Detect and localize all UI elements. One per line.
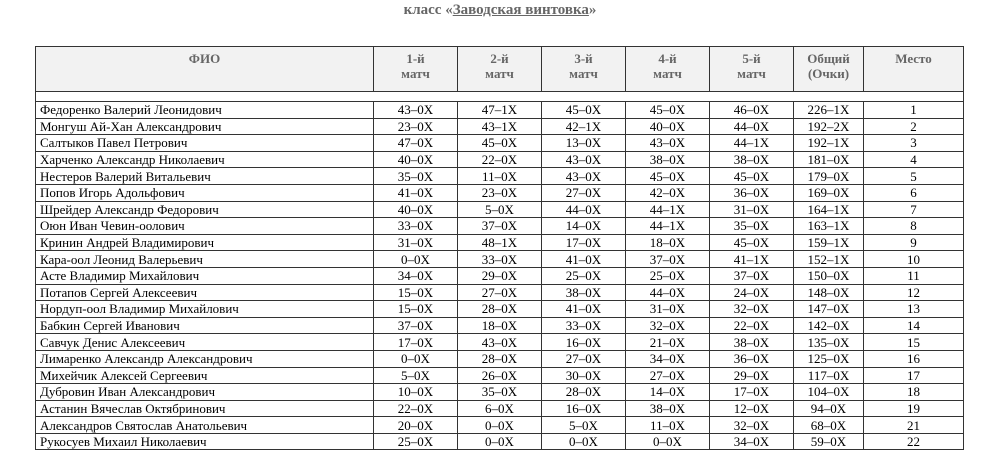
place: 10 (864, 251, 964, 268)
total-score: 192–2X (794, 118, 864, 135)
table-row (36, 301, 964, 318)
match-5-score: 45–0X (710, 168, 794, 185)
match-5-score: 38–0X (710, 334, 794, 351)
header-place: Место (864, 47, 964, 92)
match-5-score: 46–0X (710, 102, 794, 119)
match-5-score: 36–0X (710, 184, 794, 201)
match-5-score: 45–0X (710, 234, 794, 251)
match-3-score: 25–0X (542, 267, 626, 284)
match-5-score: 35–0X (710, 218, 794, 235)
total-score: 169–0X (794, 184, 864, 201)
place: 9 (864, 234, 964, 251)
match-4-score: 32–0X (626, 317, 710, 334)
match-4-score: 0–0X (626, 433, 710, 450)
match-5-score: 29–0X (710, 367, 794, 384)
match-2-score: 33–0X (458, 251, 542, 268)
table-row (36, 367, 964, 384)
match-5-score: 31–0X (710, 201, 794, 218)
total-score: 59–0X (794, 433, 864, 450)
participant-name: Нестеров Валерий Витальевич (36, 168, 374, 185)
place: 17 (864, 367, 964, 384)
match-1-score: 0–0X (374, 350, 458, 367)
match-1-score: 0–0X (374, 251, 458, 268)
participant-name: Бабкин Сергей Иванович (36, 317, 374, 334)
match-4-score: 25–0X (626, 267, 710, 284)
table-row (36, 284, 964, 301)
participant-name: Дубровин Иван Александрович (36, 384, 374, 401)
match-4-score: 14–0X (626, 384, 710, 401)
match-5-score: 34–0X (710, 433, 794, 450)
match-2-score: 23–0X (458, 184, 542, 201)
spacer-row (36, 92, 964, 102)
match-5-score: 12–0X (710, 400, 794, 417)
match-1-score: 40–0X (374, 151, 458, 168)
match-3-score: 43–0X (542, 168, 626, 185)
header-row (36, 47, 964, 92)
match-2-score: 22–0X (458, 151, 542, 168)
match-3-score: 17–0X (542, 234, 626, 251)
table-row (36, 118, 964, 135)
table-row (36, 168, 964, 185)
total-score: 135–0X (794, 334, 864, 351)
match-2-score: 27–0X (458, 284, 542, 301)
match-2-score: 43–0X (458, 334, 542, 351)
participant-name: Рукосуев Михаил Николаевич (36, 433, 374, 450)
place: 2 (864, 118, 964, 135)
results-table (35, 46, 964, 450)
header-fio: ФИО (36, 47, 374, 92)
table-row (36, 218, 964, 235)
table-row (36, 251, 964, 268)
match-3-score: 43–0X (542, 151, 626, 168)
match-3-score: 27–0X (542, 184, 626, 201)
title-suffix: » (588, 2, 597, 18)
table-row (36, 184, 964, 201)
participant-name: Михейчик Алексей Сергеевич (36, 367, 374, 384)
match-2-score: 0–0X (458, 417, 542, 434)
table-body (36, 92, 964, 450)
match-1-score: 17–0X (374, 334, 458, 351)
match-3-score: 0–0X (542, 433, 626, 450)
participant-name: Монгуш Ай-Хан Александрович (36, 118, 374, 135)
match-4-score: 42–0X (626, 184, 710, 201)
match-4-score: 44–1X (626, 201, 710, 218)
match-1-score: 35–0X (374, 168, 458, 185)
total-score: 179–0X (794, 168, 864, 185)
participant-name: Кара-оол Леонид Валерьевич (36, 251, 374, 268)
total-score: 226–1X (794, 102, 864, 119)
match-1-score: 25–0X (374, 433, 458, 450)
participant-name: Александров Святослав Анатольевич (36, 417, 374, 434)
match-2-score: 28–0X (458, 350, 542, 367)
match-1-score: 15–0X (374, 284, 458, 301)
place: 12 (864, 284, 964, 301)
match-3-score: 14–0X (542, 218, 626, 235)
header-match-4: 4-й матч (626, 47, 710, 92)
place: 21 (864, 417, 964, 434)
match-1-score: 15–0X (374, 301, 458, 318)
match-4-score: 38–0X (626, 151, 710, 168)
total-score: 152–1X (794, 251, 864, 268)
match-3-score: 38–0X (542, 284, 626, 301)
match-4-score: 44–1X (626, 218, 710, 235)
table-row (36, 201, 964, 218)
total-score: 163–1X (794, 218, 864, 235)
participant-name: Асте Владимир Михайлович (36, 267, 374, 284)
match-2-score: 48–1X (458, 234, 542, 251)
match-5-score: 32–0X (710, 301, 794, 318)
table-row (36, 350, 964, 367)
match-3-score: 44–0X (542, 201, 626, 218)
match-2-score: 0–0X (458, 433, 542, 450)
match-4-score: 21–0X (626, 334, 710, 351)
match-2-score: 43–1X (458, 118, 542, 135)
total-score: 164–1X (794, 201, 864, 218)
page-title (0, 2, 1000, 19)
match-3-score: 16–0X (542, 400, 626, 417)
match-3-score: 27–0X (542, 350, 626, 367)
match-2-score: 47–1X (458, 102, 542, 119)
place: 11 (864, 267, 964, 284)
total-score: 142–0X (794, 317, 864, 334)
match-1-score: 37–0X (374, 317, 458, 334)
match-1-score: 41–0X (374, 184, 458, 201)
match-1-score: 31–0X (374, 234, 458, 251)
table-row (36, 417, 964, 434)
match-1-score: 34–0X (374, 267, 458, 284)
match-3-score: 42–1X (542, 118, 626, 135)
match-4-score: 11–0X (626, 417, 710, 434)
total-score: 148–0X (794, 284, 864, 301)
match-5-score: 44–1X (710, 135, 794, 152)
participant-name: Савчук Денис Алексеевич (36, 334, 374, 351)
title-class-name: Заводская винтовка (452, 2, 589, 18)
match-3-score: 41–0X (542, 301, 626, 318)
place: 8 (864, 218, 964, 235)
total-score: 147–0X (794, 301, 864, 318)
place: 1 (864, 102, 964, 119)
match-1-score: 20–0X (374, 417, 458, 434)
match-5-score: 44–0X (710, 118, 794, 135)
participant-name: Лимаренко Александр Александрович (36, 350, 374, 367)
match-4-score: 45–0X (626, 102, 710, 119)
participant-name: Потапов Сергей Алексеевич (36, 284, 374, 301)
match-4-score: 45–0X (626, 168, 710, 185)
match-3-score: 30–0X (542, 367, 626, 384)
place: 5 (864, 168, 964, 185)
table-row (36, 317, 964, 334)
match-4-score: 31–0X (626, 301, 710, 318)
match-1-score: 40–0X (374, 201, 458, 218)
match-5-score: 41–1X (710, 251, 794, 268)
match-2-score: 6–0X (458, 400, 542, 417)
match-1-score: 33–0X (374, 218, 458, 235)
match-1-score: 23–0X (374, 118, 458, 135)
total-score: 125–0X (794, 350, 864, 367)
place: 22 (864, 433, 964, 450)
place: 6 (864, 184, 964, 201)
table-row (36, 234, 964, 251)
match-4-score: 40–0X (626, 118, 710, 135)
total-score: 104–0X (794, 384, 864, 401)
participant-name: Кринин Андрей Владимирович (36, 234, 374, 251)
match-1-score: 43–0X (374, 102, 458, 119)
match-4-score: 44–0X (626, 284, 710, 301)
table-row (36, 384, 964, 401)
table-row (36, 433, 964, 450)
place: 15 (864, 334, 964, 351)
table-row (36, 102, 964, 119)
participant-name: Харченко Александр Николаевич (36, 151, 374, 168)
match-1-score: 5–0X (374, 367, 458, 384)
participant-name: Салтыков Павел Петрович (36, 135, 374, 152)
match-2-score: 35–0X (458, 384, 542, 401)
participant-name: Оюн Иван Чевин-оолович (36, 218, 374, 235)
match-3-score: 5–0X (542, 417, 626, 434)
match-2-score: 11–0X (458, 168, 542, 185)
match-3-score: 41–0X (542, 251, 626, 268)
total-score: 159–1X (794, 234, 864, 251)
match-4-score: 43–0X (626, 135, 710, 152)
table-row (36, 151, 964, 168)
total-score: 94–0X (794, 400, 864, 417)
match-5-score: 37–0X (710, 267, 794, 284)
table-row (36, 267, 964, 284)
title-prefix: класс « (403, 2, 453, 18)
total-score: 68–0X (794, 417, 864, 434)
place: 13 (864, 301, 964, 318)
match-3-score: 28–0X (542, 384, 626, 401)
match-2-score: 28–0X (458, 301, 542, 318)
participant-name: Федоренко Валерий Леонидович (36, 102, 374, 119)
total-score: 181–0X (794, 151, 864, 168)
match-2-score: 29–0X (458, 267, 542, 284)
match-3-score: 13–0X (542, 135, 626, 152)
place: 19 (864, 400, 964, 417)
match-1-score: 22–0X (374, 400, 458, 417)
match-4-score: 34–0X (626, 350, 710, 367)
match-5-score: 32–0X (710, 417, 794, 434)
place: 7 (864, 201, 964, 218)
match-3-score: 16–0X (542, 334, 626, 351)
match-5-score: 22–0X (710, 317, 794, 334)
header-match-3: 3-й матч (542, 47, 626, 92)
total-score: 117–0X (794, 367, 864, 384)
match-1-score: 47–0X (374, 135, 458, 152)
table-row (36, 400, 964, 417)
total-score: 150–0X (794, 267, 864, 284)
match-3-score: 45–0X (542, 102, 626, 119)
match-4-score: 18–0X (626, 234, 710, 251)
place: 16 (864, 350, 964, 367)
match-5-score: 24–0X (710, 284, 794, 301)
match-2-score: 5–0X (458, 201, 542, 218)
match-5-score: 36–0X (710, 350, 794, 367)
header-match-5: 5-й матч (710, 47, 794, 92)
participant-name: Шрейдер Александр Федорович (36, 201, 374, 218)
place: 14 (864, 317, 964, 334)
match-4-score: 37–0X (626, 251, 710, 268)
header-total: Общий (Очки) (794, 47, 864, 92)
match-4-score: 27–0X (626, 367, 710, 384)
match-2-score: 26–0X (458, 367, 542, 384)
match-1-score: 10–0X (374, 384, 458, 401)
match-5-score: 38–0X (710, 151, 794, 168)
header-match-1: 1-й матч (374, 47, 458, 92)
match-2-score: 45–0X (458, 135, 542, 152)
match-4-score: 38–0X (626, 400, 710, 417)
table-row (36, 135, 964, 152)
participant-name: Астанин Вячеслав Октябринович (36, 400, 374, 417)
place: 18 (864, 384, 964, 401)
participant-name: Попов Игорь Адольфович (36, 184, 374, 201)
header-match-2: 2-й матч (458, 47, 542, 92)
total-score: 192–1X (794, 135, 864, 152)
match-2-score: 18–0X (458, 317, 542, 334)
match-5-score: 17–0X (710, 384, 794, 401)
table-row (36, 334, 964, 351)
place: 3 (864, 135, 964, 152)
match-3-score: 33–0X (542, 317, 626, 334)
participant-name: Нордуп-оол Владимир Михайлович (36, 301, 374, 318)
match-2-score: 37–0X (458, 218, 542, 235)
place: 4 (864, 151, 964, 168)
